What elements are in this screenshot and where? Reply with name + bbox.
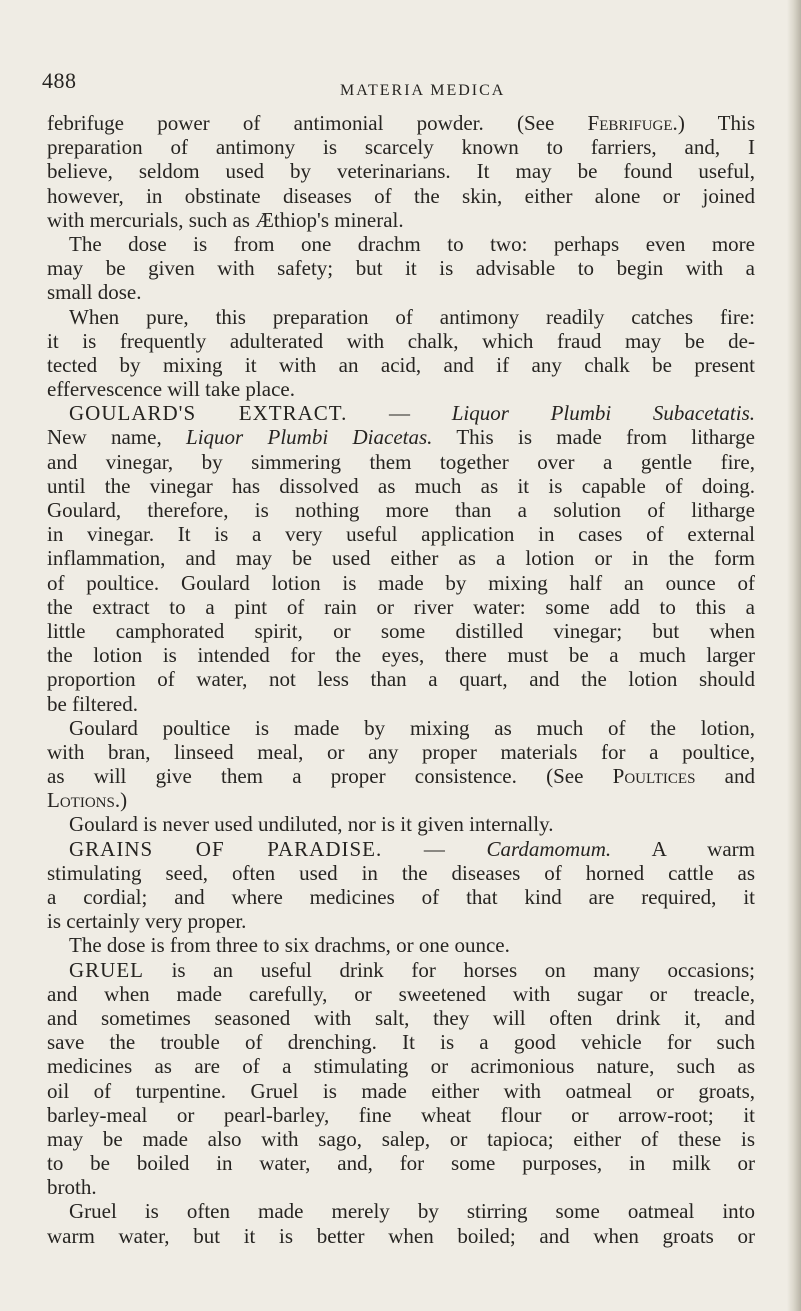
page-number: 488 <box>42 68 77 93</box>
text-line: When pure, this preparation of antimony readily catches fire: <box>69 304 755 329</box>
text-line: broth. <box>47 1175 97 1200</box>
text-line: oil of turpentine. Gruel is made either with oatmeal or groats, <box>47 1078 755 1103</box>
text-line: believe, seldom used by veterinarians. It may be found useful, <box>47 159 755 184</box>
cross-reference: Febrifuge. <box>587 111 678 135</box>
text-line: with mercurials, such as Æthiop's mineral. <box>47 207 404 232</box>
text-line: a cordial; and where medicines of that kind are required, it <box>47 885 755 909</box>
text-line: GRUEL is an useful drink for horses on many occasions; <box>69 957 755 982</box>
latin-name: Cardamomum. <box>486 836 612 861</box>
text-line: be filtered. <box>47 691 138 716</box>
text-line: Goulard poultice is made by mixing as much of the lotion, <box>69 715 755 740</box>
text-line: the lotion is intended for the eyes, there must be a much larger <box>47 643 755 668</box>
text-line: medicines as are of a stimulating or acrimonious nature, such as <box>47 1054 755 1079</box>
text-line: stimulating seed, often used in the diseases of horned cattle as <box>47 860 755 885</box>
text-line: New name, Liquor Plumbi Diacetas. This is made from litharge <box>47 425 755 450</box>
text-line: The dose is from one drachm to two: perhaps even more <box>69 231 755 256</box>
text-line: inflammation, and may be used either as a lotion or in the form <box>47 546 755 571</box>
text-line: of poultice. Goulard lotion is made by mixing half an ounce of <box>47 570 755 595</box>
entry-headword: GRUEL <box>69 957 144 982</box>
page-edge-shadow <box>787 0 801 1311</box>
text-line: to be boiled in water, and, for some purposes, in milk or <box>47 1151 755 1176</box>
entry-headword: GRAINS OF PARADISE. <box>69 836 383 861</box>
text-line: tected by mixing it with an acid, and if any chalk be present <box>47 352 755 377</box>
text-line: Goulard, therefore, is nothing more than a solution of litharge <box>47 498 755 522</box>
text-line: GRAINS OF PARADISE. — Cardamomum. A warm <box>69 836 756 861</box>
text-line: Goulard is never used undiluted, nor is it given internally. <box>69 812 554 837</box>
text-line: preparation of antimony is scarcely known to farriers, and, I <box>47 135 755 160</box>
text-line: and vinegar, by simmering them together over a gentle fire, <box>47 449 755 474</box>
text-line: effervescence will take place. <box>47 377 295 402</box>
text-line: it is frequently adulterated with chalk, which fraud may be de- <box>47 328 755 353</box>
body-text <box>47 111 755 1248</box>
text-line: proportion of water, not less than a quart, and the lotion should <box>47 667 755 692</box>
entry-headword: GOULARD'S EXTRACT. <box>69 401 348 426</box>
text-line: may be made also with sago, salep, or tapioca; either of these is <box>47 1126 755 1151</box>
running-title: MATERIA MEDICA <box>340 82 506 99</box>
text-line: and when made carefully, or sweetened with sugar or treacle, <box>47 981 755 1006</box>
text-line: small dose. <box>47 280 142 305</box>
text-line: barley-meal or pearl-barley, fine wheat flour or arrow-root; it <box>47 1102 755 1127</box>
text-line: is certainly very proper. <box>47 909 247 934</box>
text-line: warm water, but it is better when boiled; and when groats or <box>47 1223 755 1248</box>
cross-reference: Lotions. <box>47 788 121 813</box>
text-line: with bran, linseed meal, or any proper materials for a poultice, <box>47 739 755 764</box>
text-line: The dose is from three to six drachms, or one ounce. <box>69 933 510 958</box>
cross-reference: Poultices <box>612 764 696 789</box>
text-line: save the trouble of drenching. It is a good vehicle for such <box>47 1030 755 1055</box>
text-line: as will give them a proper consistence. (See Poultices and <box>47 764 756 789</box>
text-line: febrifuge power of antimonial powder. (See Febrifuge.) This <box>47 111 755 135</box>
text-line: little camphorated spirit, or some distilled vinegar; but when <box>47 618 755 643</box>
text-line: Gruel is often made merely by stirring some oatmeal into <box>69 1199 755 1224</box>
text-line: however, in obstinate diseases of the skin, either alone or joined <box>47 183 755 208</box>
latin-name: Liquor Plumbi Subacetatis. <box>451 401 756 426</box>
text-line: in vinegar. It is a very useful application in cases of external <box>47 522 755 547</box>
text-line: the extract to a pint of rain or river water: some add to this a <box>47 594 755 619</box>
text-line: GOULARD'S EXTRACT. — Liquor Plumbi Subacetatis. <box>69 401 756 426</box>
text-line: Lotions.) <box>47 788 128 813</box>
text-line: and sometimes seasoned with salt, they will often drink it, and <box>47 1005 755 1030</box>
latin-name: Liquor Plumbi Diacetas. <box>186 425 433 450</box>
text-line: may be given with safety; but it is advisable to begin with a <box>47 256 755 281</box>
text-line: until the vinegar has dissolved as much as it is capable of doing. <box>47 473 755 498</box>
